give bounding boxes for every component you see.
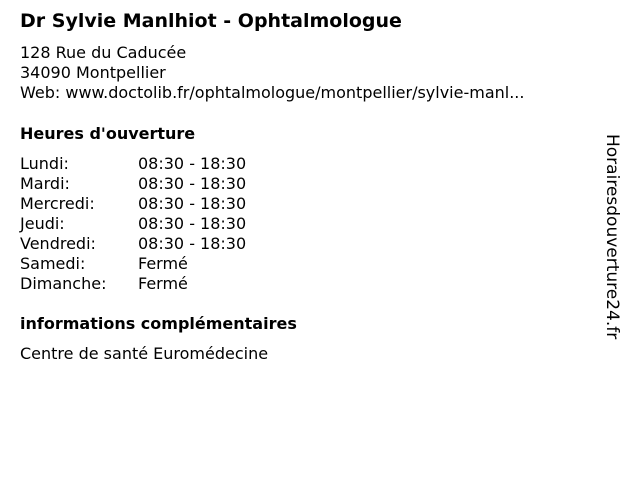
additional-info-text: Centre de santé Euromédecine bbox=[20, 344, 269, 363]
time-value: Fermé bbox=[138, 274, 188, 293]
day-label: Jeudi: bbox=[20, 214, 65, 233]
address-city: 34090 Montpellier bbox=[20, 63, 166, 82]
additional-info-heading: informations complémentaires bbox=[20, 314, 297, 333]
time-value: 08:30 - 18:30 bbox=[138, 194, 247, 213]
day-label: Vendredi: bbox=[20, 234, 96, 253]
time-value: 08:30 - 18:30 bbox=[138, 174, 247, 193]
day-label: Samedi: bbox=[20, 254, 86, 273]
website-text: Web: www.doctolib.fr/ophtalmologue/montpellier/sylvie-manl... bbox=[20, 83, 525, 102]
day-label: Dimanche: bbox=[20, 274, 107, 293]
time-value: 08:30 - 18:30 bbox=[138, 234, 247, 253]
time-value: Fermé bbox=[138, 254, 188, 273]
time-value: 08:30 - 18:30 bbox=[138, 154, 247, 173]
day-label: Lundi: bbox=[20, 154, 69, 173]
address-street: 128 Rue du Caducée bbox=[20, 43, 187, 62]
time-value: 08:30 - 18:30 bbox=[138, 214, 247, 233]
day-label: Mercredi: bbox=[20, 194, 95, 213]
address-block bbox=[20, 43, 524, 103]
site-watermark: Horairesdouverture24.fr bbox=[602, 134, 622, 340]
day-label: Mardi: bbox=[20, 174, 70, 193]
opening-hours-heading: Heures d'ouverture bbox=[20, 124, 196, 143]
page-title: Dr Sylvie Manlhiot - Ophtalmologue bbox=[20, 10, 402, 32]
